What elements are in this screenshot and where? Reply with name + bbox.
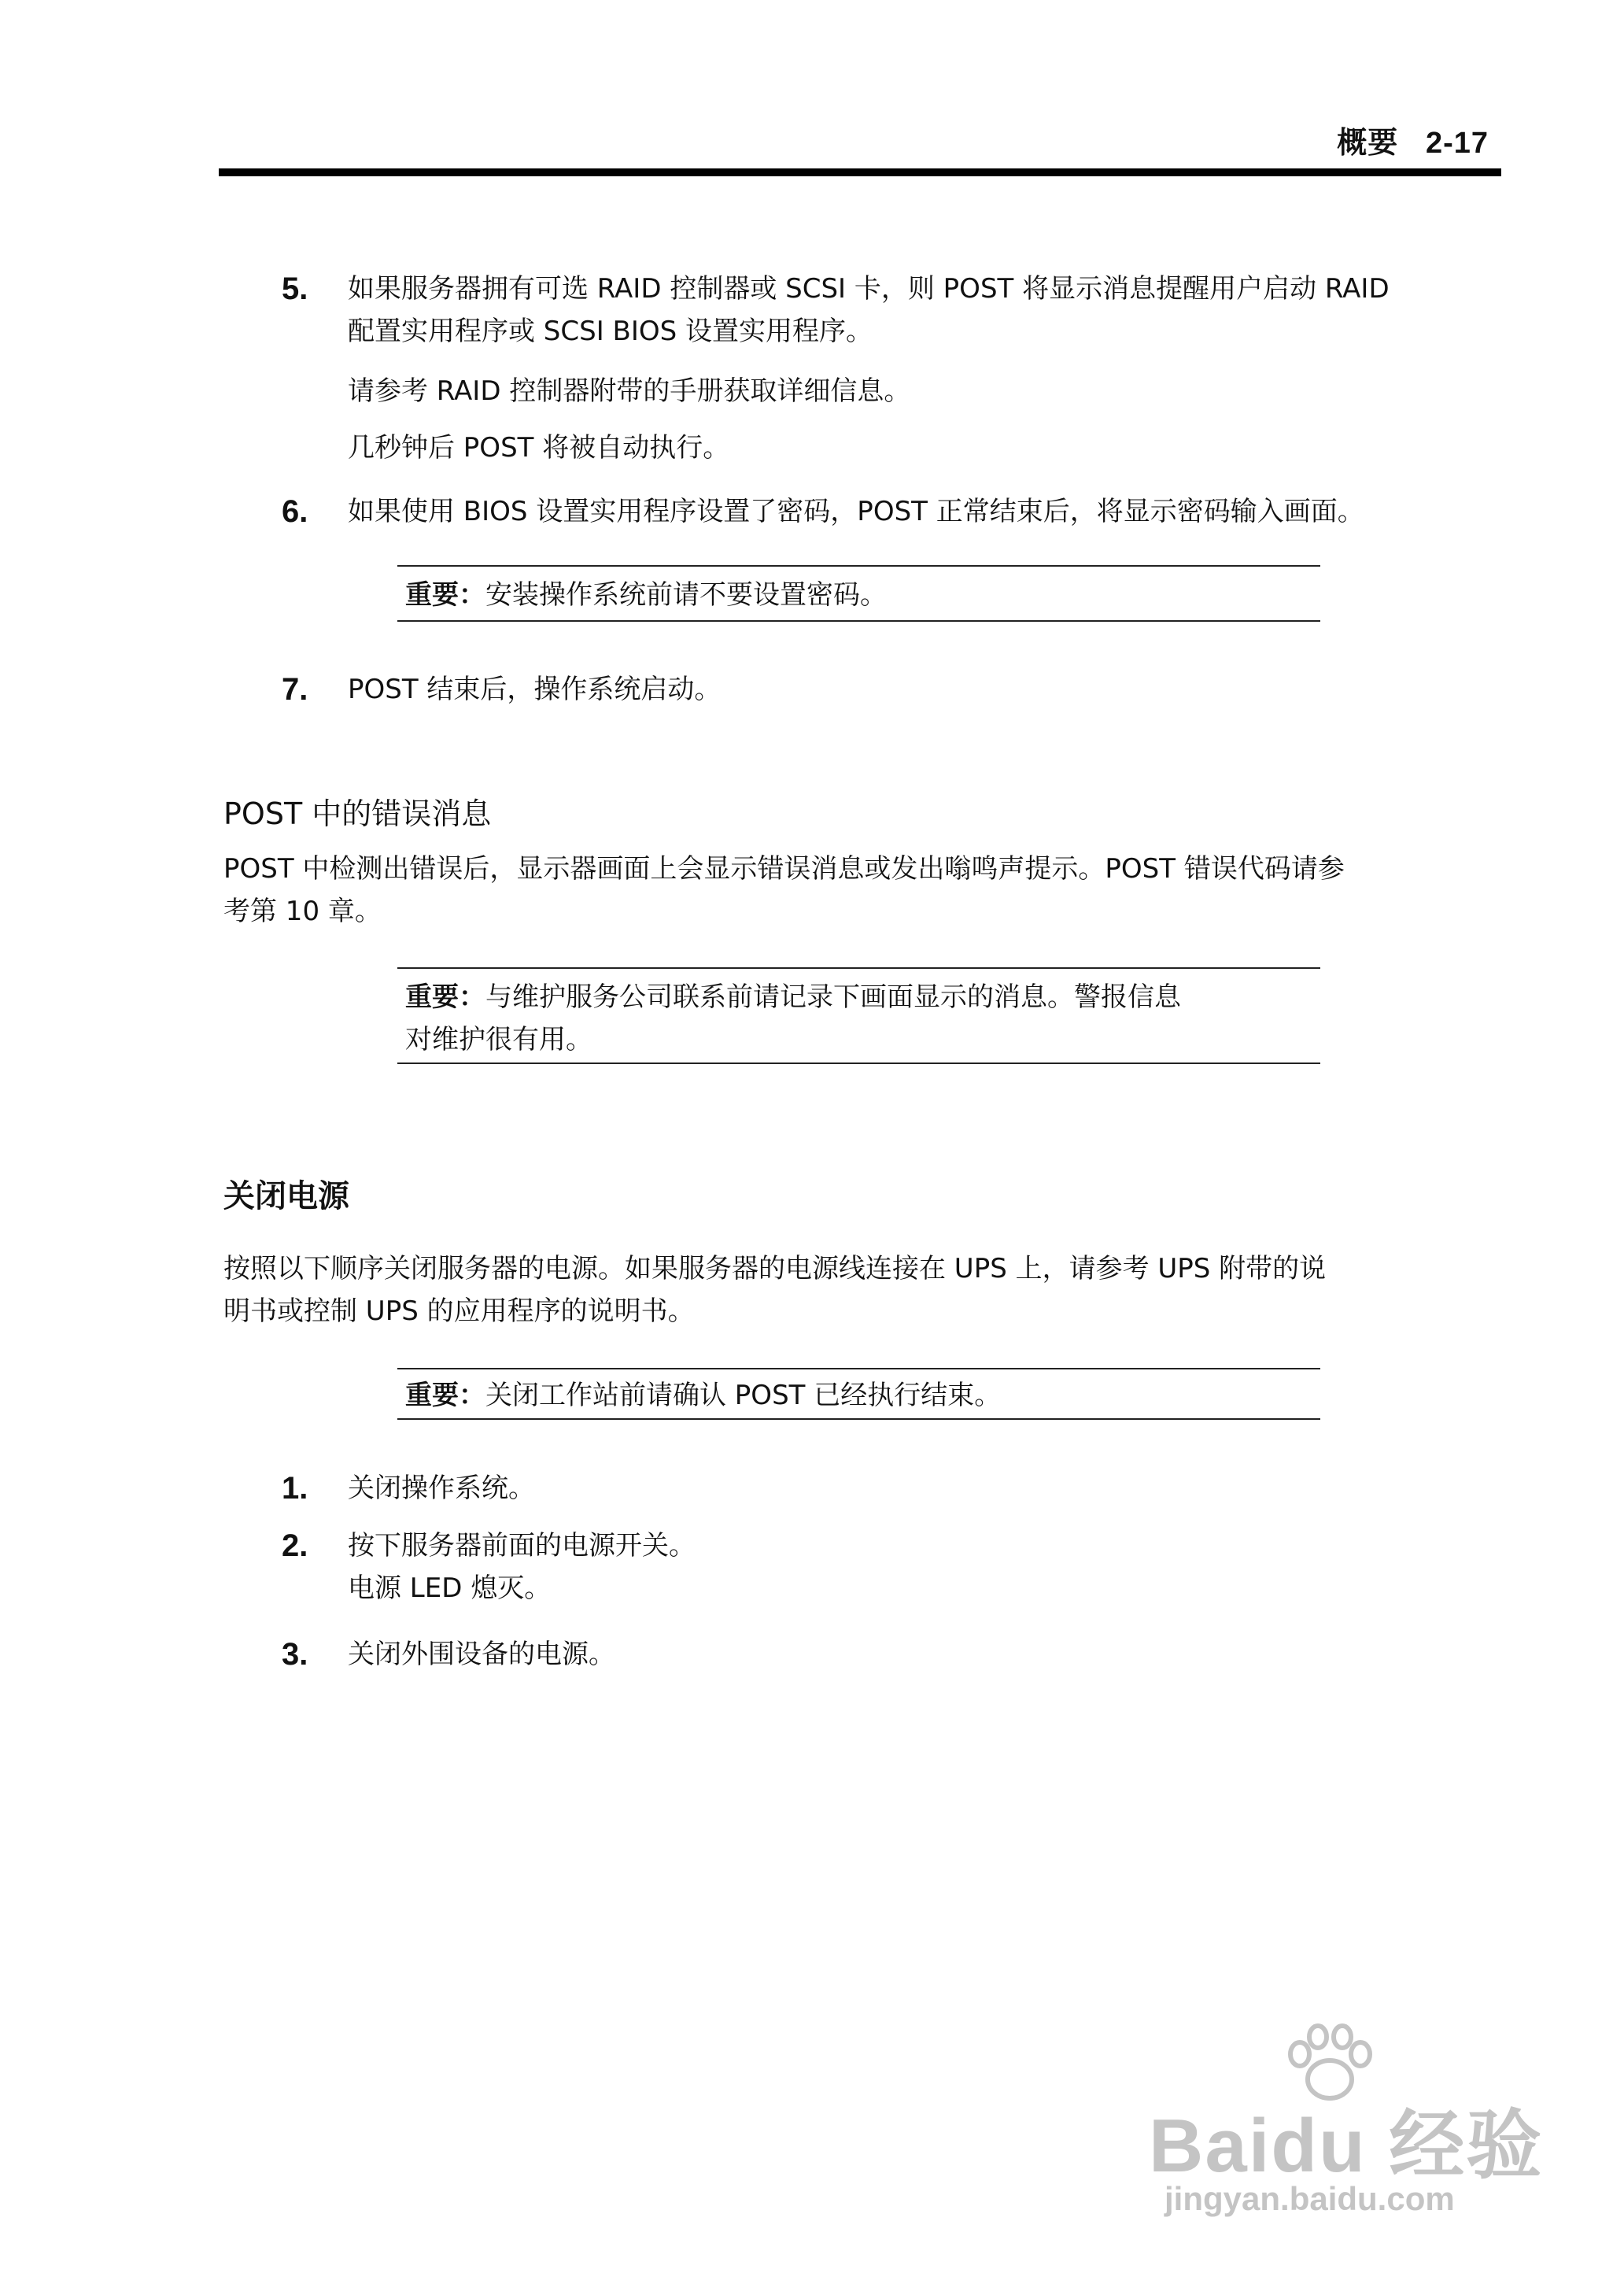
header-title: 概要	[1337, 127, 1399, 160]
note-text: 对维护很有用。	[405, 1024, 592, 1055]
watermark-url: jingyan.baidu.com	[1164, 2180, 1455, 2217]
note-text: 安装操作系统前请不要设置密码。	[485, 579, 887, 611]
step-text: 关闭操作系统。	[348, 1473, 535, 1504]
note-rule-bottom	[397, 620, 1320, 622]
section-heading-post-errors: POST 中的错误消息	[223, 796, 492, 831]
step-text: 电源 LED 熄灭。	[348, 1572, 552, 1604]
step-number: 3.	[282, 1637, 308, 1672]
page-header	[1337, 118, 1489, 161]
watermark-brand: Baidu 经验	[1149, 2104, 1544, 2188]
note-rule-bottom	[397, 1418, 1320, 1420]
note-label: 重要：	[405, 981, 485, 1013]
header-rule	[219, 168, 1501, 176]
note-label: 重要：	[405, 579, 485, 611]
note-box	[405, 578, 887, 612]
paragraph-line: 明书或控制 UPS 的应用程序的说明书。	[223, 1295, 695, 1327]
note-box	[405, 981, 1181, 1014]
step-text: 配置实用程序或 SCSI BIOS 设置实用程序。	[348, 316, 873, 347]
step-text: POST 结束后，操作系统启动。	[348, 674, 722, 705]
baidu-jingyan-watermark	[1149, 2023, 1542, 2227]
note-rule-top	[397, 565, 1320, 567]
paragraph-line: 考第 10 章。	[223, 896, 382, 927]
step-number: 1.	[282, 1471, 308, 1506]
paragraph-line: POST 中检测出错误后，显示器画面上会显示错误消息或发出嗡鸣声提示。POST 错误代码请参	[223, 853, 1345, 885]
step-number: 6.	[282, 494, 308, 529]
note-rule-top	[397, 1368, 1320, 1369]
note-rule-bottom	[397, 1062, 1320, 1064]
step-text: 如果使用 BIOS 设置实用程序设置了密码，POST 正常结束后，将显示密码输入画面。	[348, 496, 1364, 527]
note-rule-top	[397, 967, 1320, 969]
step-text: 请参考 RAID 控制器附带的手册获取详细信息。	[348, 375, 911, 407]
step-text: 几秒钟后 POST 将被自动执行。	[348, 432, 730, 464]
step-text: 按下服务器前面的电源开关。	[348, 1530, 696, 1561]
note-label: 重要：	[405, 1380, 485, 1411]
paragraph-line: 按照以下顺序关闭服务器的电源。如果服务器的电源线连接在 UPS 上，请参考 UPS 附带的说	[223, 1253, 1327, 1284]
step-text: 如果服务器拥有可选 RAID 控制器或 SCSI 卡，则 POST 将显示消息提醒用户启动 RAID	[348, 273, 1390, 305]
note-box	[405, 1379, 1001, 1413]
page-number: 2-17	[1425, 127, 1489, 160]
step-number: 7.	[282, 672, 308, 707]
note-text: 关闭工作站前请确认 POST 已经执行结束。	[485, 1380, 1002, 1411]
step-number: 2.	[282, 1528, 308, 1563]
section-heading-power-off: 关闭电源	[223, 1178, 349, 1214]
step-text: 关闭外围设备的电源。	[348, 1639, 615, 1670]
step-number: 5.	[282, 272, 308, 306]
note-text: 与维护服务公司联系前请记录下画面显示的消息。警报信息	[485, 981, 1181, 1013]
